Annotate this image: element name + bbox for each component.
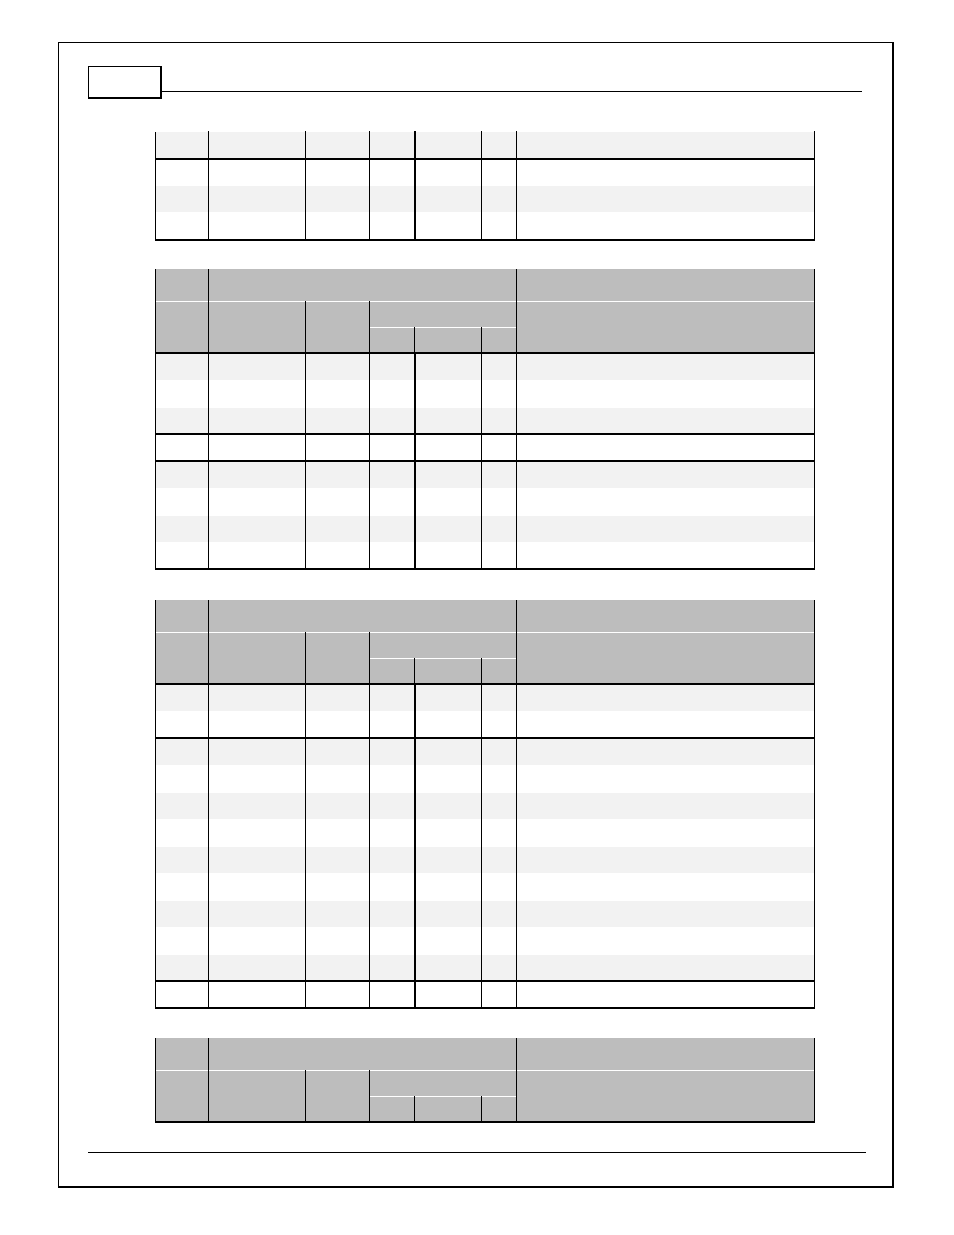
table-4 bbox=[155, 1036, 815, 1123]
table-row bbox=[156, 159, 815, 186]
table-row bbox=[156, 213, 815, 240]
table-row bbox=[156, 873, 815, 900]
header-rule bbox=[162, 91, 862, 92]
table-row bbox=[156, 407, 815, 434]
table-row bbox=[156, 434, 815, 461]
table-row bbox=[156, 461, 815, 488]
table-row bbox=[156, 927, 815, 954]
table-3-grid bbox=[155, 598, 815, 1009]
table-header-row bbox=[156, 632, 815, 658]
table-row bbox=[156, 542, 815, 569]
table-row bbox=[156, 981, 815, 1008]
table-row bbox=[156, 353, 815, 380]
table-row bbox=[156, 819, 815, 846]
table-row bbox=[156, 792, 815, 819]
page-number-box bbox=[88, 66, 162, 99]
table-row bbox=[156, 765, 815, 792]
table-row bbox=[156, 846, 815, 873]
table-1 bbox=[155, 131, 815, 241]
table-2 bbox=[155, 267, 815, 570]
table-2-grid bbox=[155, 267, 815, 570]
table-row bbox=[156, 515, 815, 542]
table-row bbox=[156, 380, 815, 407]
table-row bbox=[156, 738, 815, 765]
table-4-grid bbox=[155, 1036, 815, 1123]
table-header-row bbox=[156, 599, 815, 632]
table-header-row bbox=[156, 1070, 815, 1096]
table-1-grid bbox=[155, 131, 815, 241]
table-header-row bbox=[156, 268, 815, 301]
table-row bbox=[156, 488, 815, 515]
table-row bbox=[156, 900, 815, 927]
table-row bbox=[156, 186, 815, 213]
table-3 bbox=[155, 598, 815, 1009]
table-header-row bbox=[156, 1037, 815, 1070]
table-row bbox=[156, 954, 815, 981]
table-header-row bbox=[156, 301, 815, 327]
table-row bbox=[156, 684, 815, 711]
table-row bbox=[156, 711, 815, 738]
footer-rule bbox=[88, 1152, 866, 1153]
table-row bbox=[156, 132, 815, 159]
